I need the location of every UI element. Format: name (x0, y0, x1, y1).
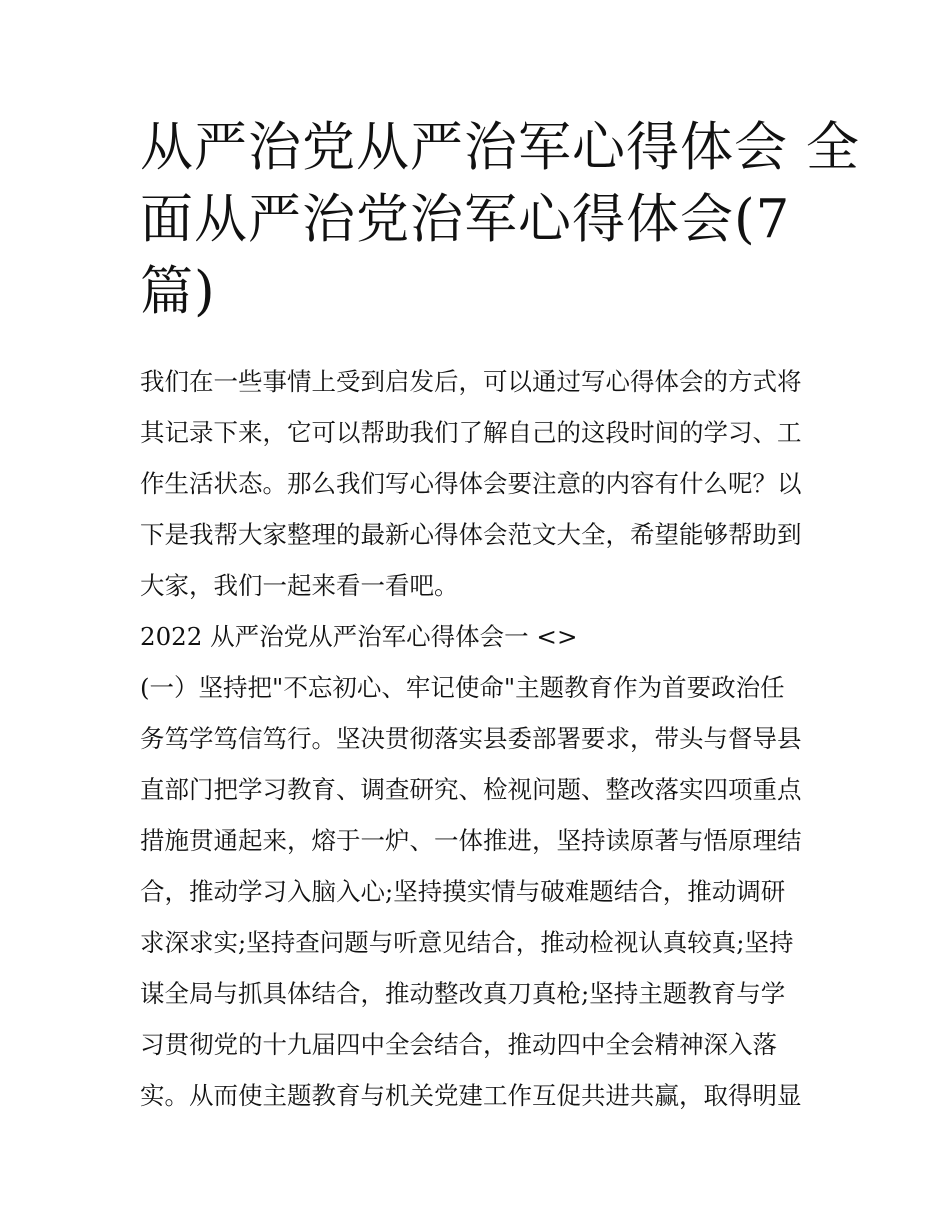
body-line: 直部门把学习教育、调查研究、检视问题、整改落实四项重点 (140, 775, 802, 804)
body-line: 务笃学笃信笃行。坚决贯彻落实县委部署要求，带头与督导县 (140, 724, 802, 753)
title-line: 面从严治党治军心得体会(7 (140, 189, 791, 250)
body-line: 求深求实;坚持查问题与听意见结合，推动检视认真较真;坚持 (140, 928, 794, 957)
section-heading: 2022 从严治党从严治军心得体会一 <> (140, 622, 578, 651)
body-line: 谋全局与抓具体结合，推动整改真刀真枪;坚持主题教育与学 (140, 979, 786, 1008)
body-line: 实。从而使主题教育与机关党建工作互促共进共赢，取得明显 (140, 1081, 802, 1110)
body-line: 习贯彻党的十九届四中全会结合，推动四中全会精神深入落 (140, 1030, 777, 1059)
document-title (140, 112, 860, 328)
body-line: 我们在一些事情上受到启发后，可以通过写心得体会的方式将 (140, 367, 802, 396)
title-line: 从严治党从严治军心得体会 全 (140, 117, 860, 178)
document-body (140, 356, 820, 1121)
title-line: 篇) (140, 261, 216, 322)
body-line: 作生活状态。那么我们写心得体会要注意的内容有什么呢？以 (140, 469, 802, 498)
body-line: 其记录下来，它可以帮助我们了解自己的这段时间的学习、工 (140, 418, 802, 447)
body-line: 措施贯通起来，熔于一炉、一体推进，坚持读原著与悟原理结 (140, 826, 802, 855)
body-line: 合，推动学习入脑入心;坚持摸实情与破难题结合，推动调研 (140, 877, 786, 906)
body-line: 大家，我们一起来看一看吧。 (140, 571, 459, 600)
body-line: 下是我帮大家整理的最新心得体会范文大全，希望能够帮助到 (140, 520, 802, 549)
body-line: (一）坚持把"不忘初心、牢记使命"主题教育作为首要政治任 (140, 673, 785, 702)
